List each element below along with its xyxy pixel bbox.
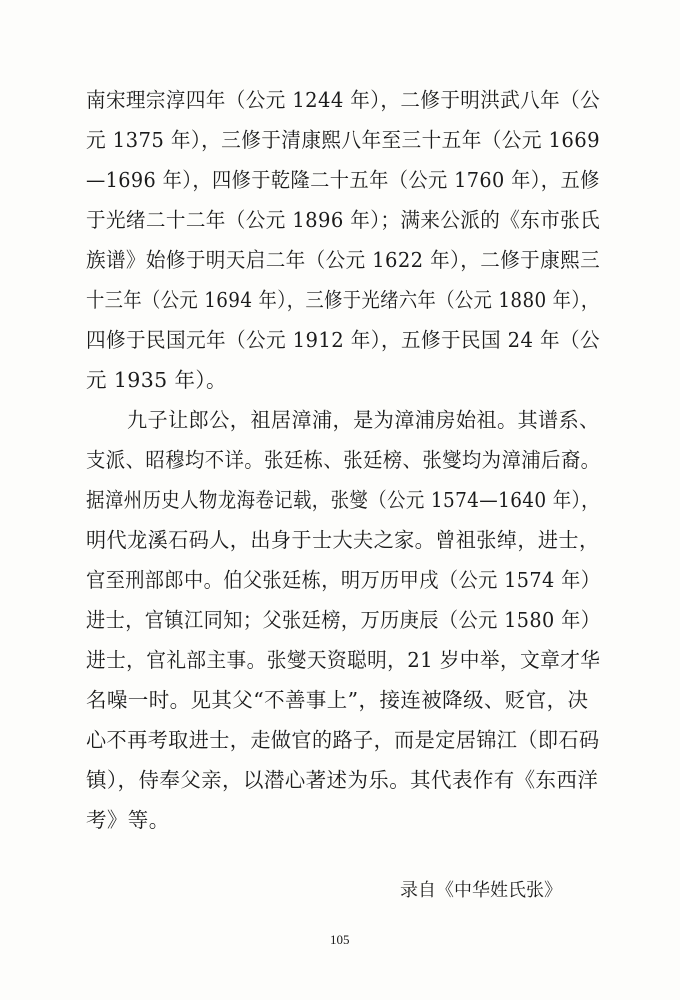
text-line-8: 元 1935 年）。: [86, 368, 227, 392]
text-line-3: —1696 年），四修于乾隆二十五年（公元 1760 年），五修: [86, 168, 600, 192]
text-line-2: 元 1375 年），三修于清康熙八年至三十五年（公元 1669: [86, 128, 601, 152]
text-line-5: 族谱》始修于明天启二年（公元 1622 年），二修于康熙三: [86, 248, 601, 272]
page-number: 105: [330, 932, 350, 947]
text-line-7: 四修于民国元年（公元 1912 年），五修于民国 24 年（公: [86, 328, 601, 352]
text-line-13: 官至刑部郎中。伯父张廷栋，明万历甲戌（公元 1574 年）: [86, 568, 601, 592]
text-line-6: 十三年（公元 1694 年），三修于光绪六年（公元 1880 年），: [86, 288, 600, 312]
text-line-16: 名噪一时。见其父“不善事上”，接连被降级、贬官，决: [86, 688, 589, 712]
text-line-15: 进士，官礼部主事。张燮天资聪明，21 岁中举，文章才华: [86, 648, 601, 672]
text-line-19: 考》等。: [86, 808, 170, 832]
source-attribution: 录自《中华姓氏张》: [400, 880, 562, 901]
text-line-12: 明代龙溪石码人，出身于士大夫之家。曾祖张绰，进士，: [86, 528, 600, 552]
text-line-17: 心不再考取进士，走做官的路子，而是定居锦江（即石码: [86, 728, 600, 752]
text-line-18: 镇），侍奉父亲，以潜心著述为乐。其代表作有《东西洋: [86, 768, 599, 792]
text-line-11: 据漳州历史人物龙海卷记载，张燮（公元 1574—1640 年），: [86, 488, 600, 512]
text-line-4: 于光绪二十二年（公元 1896 年）；满来公派的《东市张氏: [86, 208, 601, 232]
paragraph-2-first-line: 九子让郎公，祖居漳浦，是为漳浦房始祖。其谱系、: [127, 408, 600, 432]
text-line-10: 支派、昭穆均不详。张廷栋、张廷榜、张燮均为漳浦后裔。: [86, 448, 601, 472]
text-line-14: 进士，官镇江同知；父张廷榜，万历庚辰（公元 1580 年）: [86, 608, 601, 632]
text-line-1: 南宋理宗淳四年（公元 1244 年），二修于明洪武八年（公: [86, 88, 601, 112]
